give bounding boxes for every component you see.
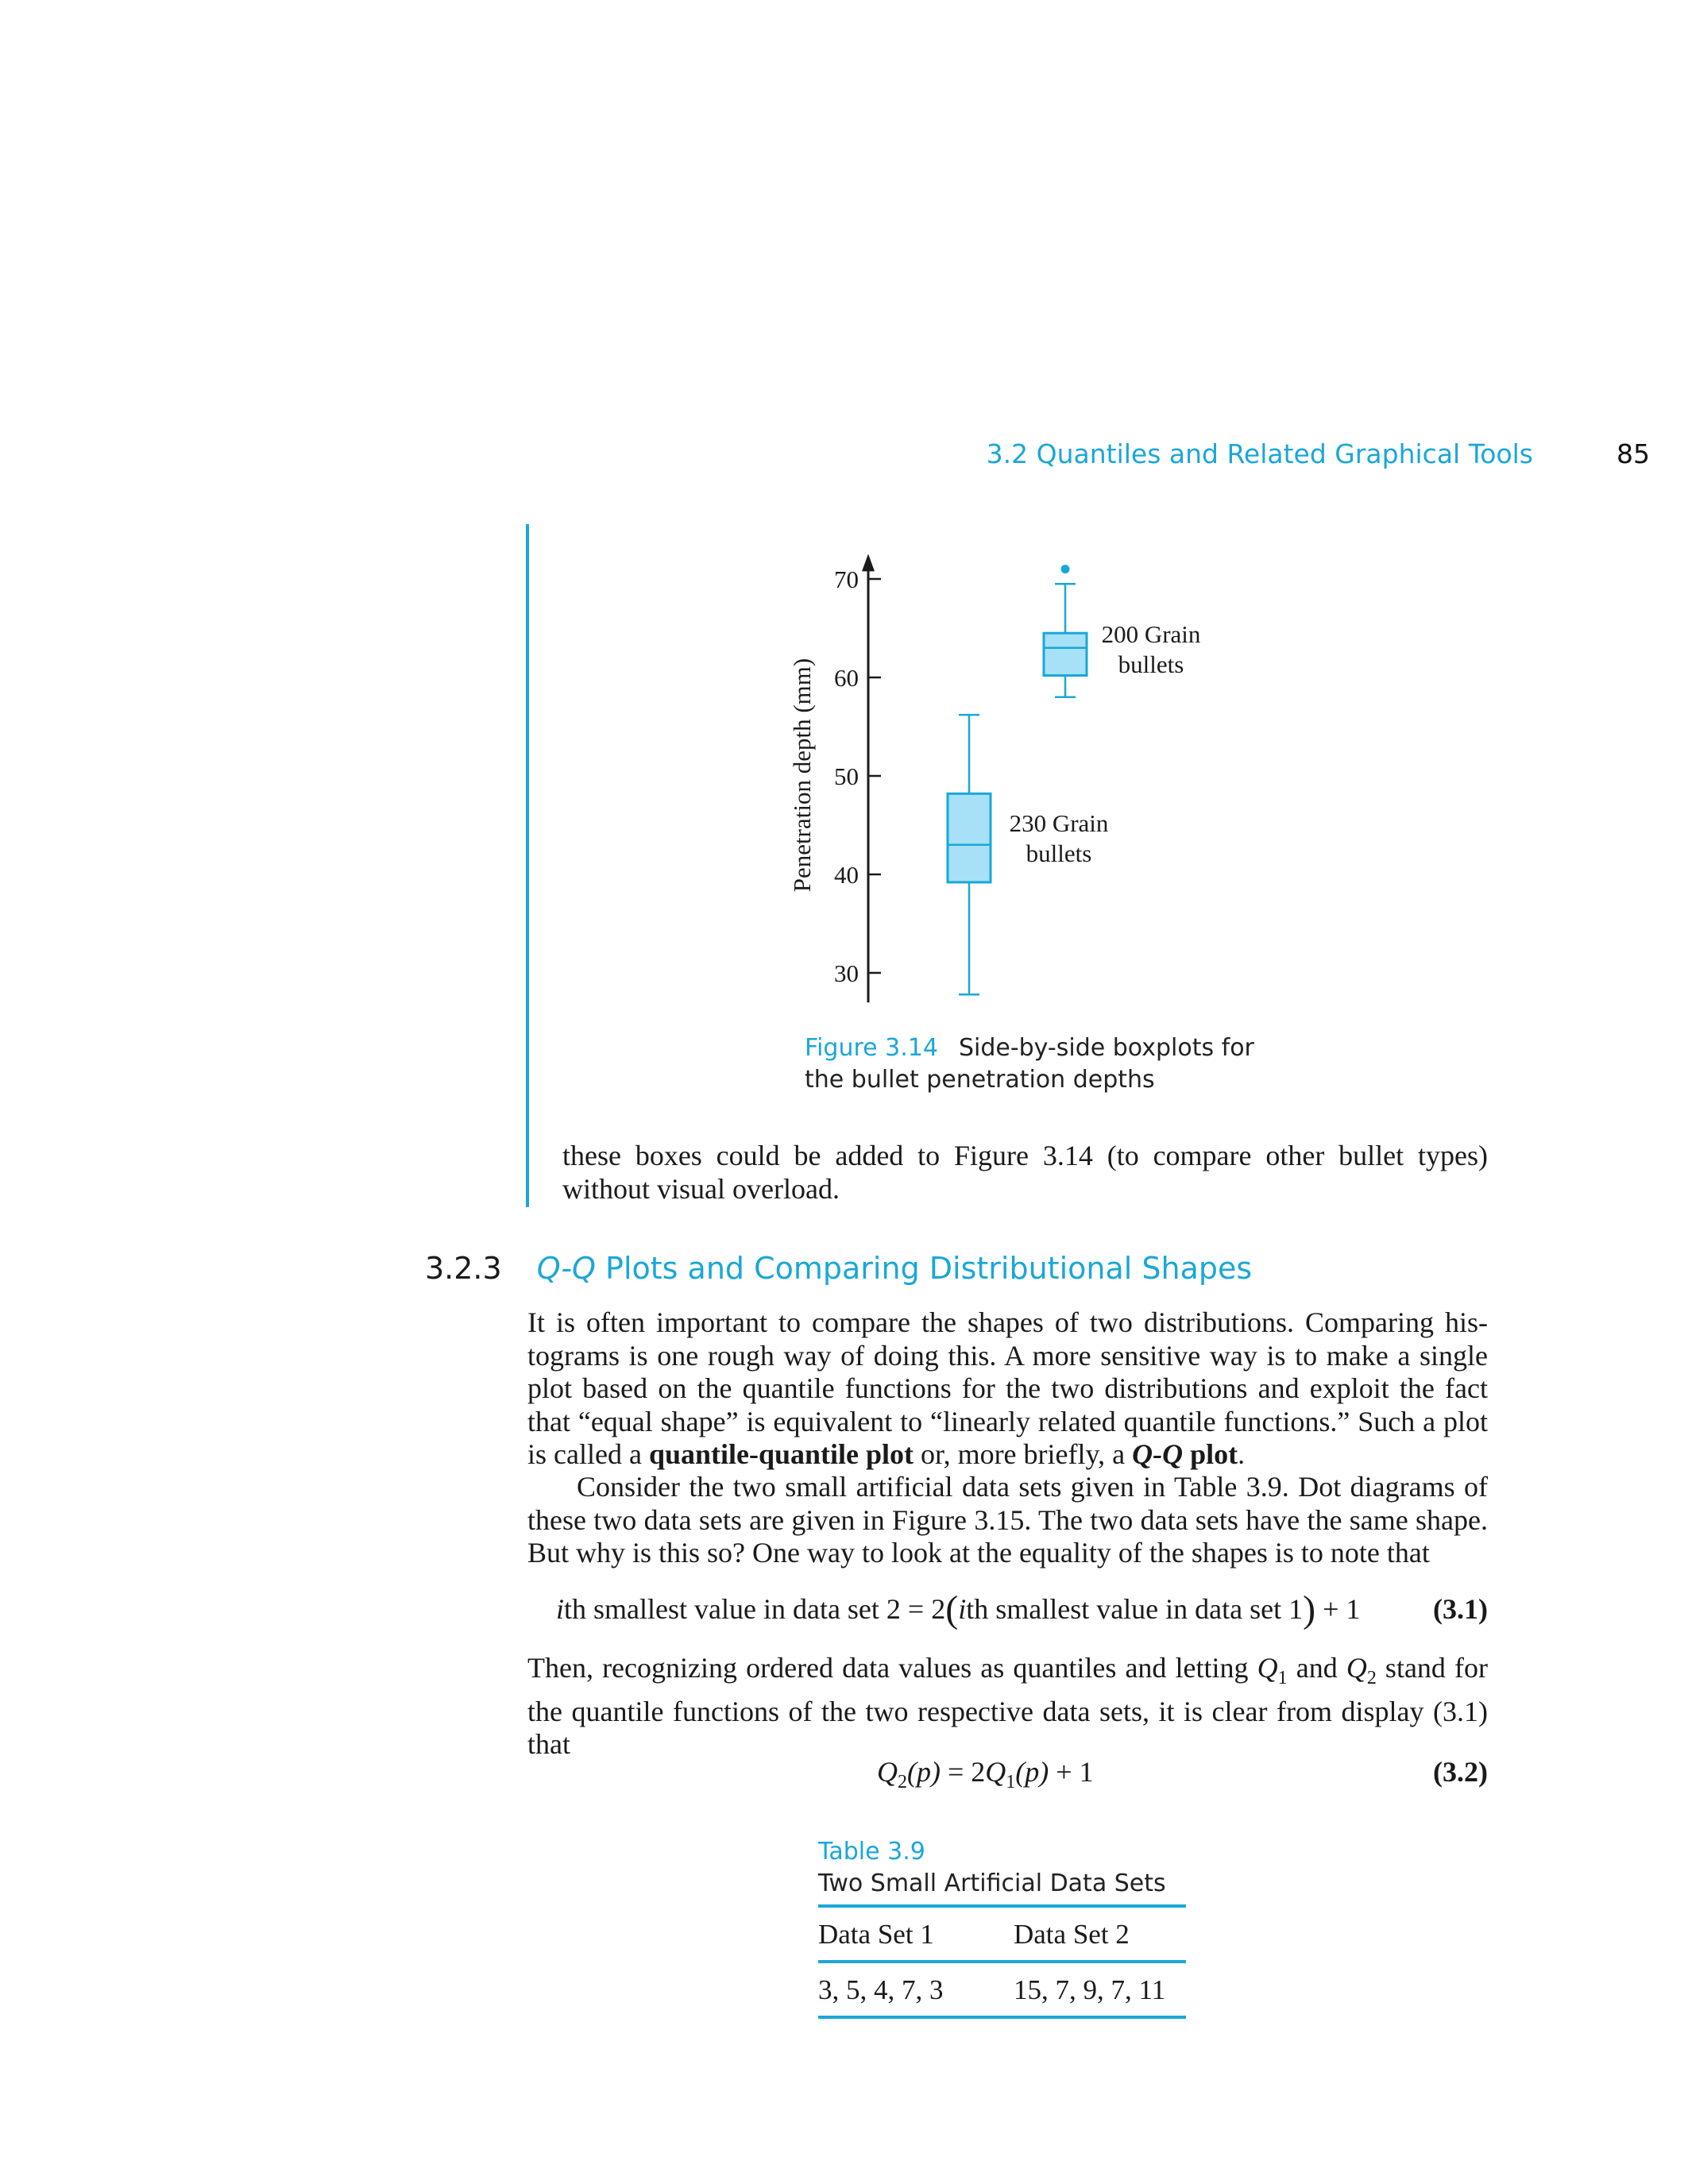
p3-text: Then, recognizing ordered data values as quantiles and letting bbox=[527, 1652, 1257, 1684]
continuation-paragraph: these boxes could be added to Figure 3.14 (to compare other bullet types) without visual overload. bbox=[562, 1140, 1488, 1205]
figure-caption-line1: Side-by-side boxplots for bbox=[958, 1034, 1254, 1062]
equation-3-2 bbox=[527, 1755, 1488, 1795]
page-number: 85 bbox=[1617, 438, 1650, 469]
table-label: Table 3.9 bbox=[818, 1838, 925, 1866]
y-tick-label: 40 bbox=[834, 861, 859, 889]
equation-number-3-2: (3.2) bbox=[1433, 1756, 1488, 1788]
paragraph-2 bbox=[527, 1471, 1488, 1570]
p1-term-qq: Q-Q bbox=[1132, 1438, 1184, 1470]
eq2-sub1: 1 bbox=[1006, 1772, 1016, 1793]
q2-subscript: 2 bbox=[1366, 1668, 1377, 1689]
table-bottom-rule bbox=[818, 2016, 1186, 2019]
y-axis-label: Penetration depth (mm) bbox=[788, 658, 816, 893]
p3-and: and bbox=[1287, 1652, 1346, 1684]
iqr-box bbox=[1044, 633, 1087, 675]
table-header-cell: Data Set 1 bbox=[818, 1919, 934, 1950]
series-label: 200 Grain bbox=[1101, 620, 1201, 648]
section-title: Plots and Comparing Distributional Shapes bbox=[595, 1251, 1253, 1286]
q2-symbol: Q bbox=[1346, 1652, 1367, 1684]
q1-symbol: Q bbox=[1257, 1652, 1278, 1684]
boxplot-chart bbox=[0, 0, 1688, 1048]
p1-term-plot: plot bbox=[1183, 1438, 1238, 1470]
equation-number-3-1: (3.1) bbox=[1433, 1593, 1488, 1625]
eq2-equals: = 2 bbox=[940, 1756, 986, 1788]
series-label: bullets bbox=[1026, 839, 1092, 867]
eq1-part3: + 1 bbox=[1315, 1593, 1361, 1625]
running-head-section: 3.2 Quantiles and Related Graphical Tools bbox=[986, 438, 1533, 469]
eq2-q1: Q bbox=[985, 1756, 1006, 1788]
p1-term-qq-plot: quantile-quantile plot bbox=[648, 1438, 914, 1470]
section-title-qq: Q-Q bbox=[536, 1251, 596, 1286]
p1-period: . bbox=[1238, 1438, 1246, 1470]
table-3-9 bbox=[818, 1836, 1186, 2019]
figure-caption bbox=[805, 1032, 1297, 1096]
eq2-p-left: (p) bbox=[907, 1756, 941, 1788]
table-cell: 15, 7, 9, 7, 11 bbox=[1014, 1974, 1166, 2005]
q1-subscript: 1 bbox=[1277, 1668, 1288, 1689]
section-number: 3.2.3 bbox=[425, 1251, 502, 1286]
y-axis-arrow bbox=[862, 554, 875, 571]
table-row bbox=[818, 1963, 1186, 2016]
equation-3-1 bbox=[556, 1588, 1488, 1632]
p3-text-2: stand for the quantile functions of the two respective data sets, it is clear from display (3.1) that bbox=[527, 1652, 1489, 1761]
equation-3-2-body bbox=[877, 1755, 1094, 1793]
eq1-lparen: ( bbox=[945, 1588, 959, 1630]
iqr-box bbox=[948, 793, 991, 882]
figure-caption-line2: the bullet penetration depths bbox=[805, 1066, 1155, 1094]
eq1-rparen: ) bbox=[1303, 1588, 1316, 1630]
table-header-row bbox=[818, 1908, 1186, 1960]
p1-text: It is often important to compare the shapes of two distributions. Comparing histograms is one rough way of doing this. A more sensitive way is to make a single plot based on the quantile functions for the two distributions and exploit the fact that “equal shape” is equivalent to “linearly related quantile functions.” Such a plot is called a bbox=[527, 1306, 1488, 1470]
eq2-sub2: 2 bbox=[898, 1772, 907, 1793]
y-tick-label: 60 bbox=[834, 664, 859, 692]
p1-text-2: or, more briefly, a bbox=[914, 1438, 1133, 1470]
eq2-q2: Q bbox=[877, 1756, 898, 1788]
eq1-part2: th smallest value in data set 1 bbox=[966, 1593, 1304, 1625]
outlier-point bbox=[1061, 565, 1070, 573]
equation-3-1-body bbox=[556, 1588, 1361, 1630]
y-tick-label: 50 bbox=[834, 762, 859, 790]
boxplot-2 bbox=[1044, 565, 1087, 697]
p2-text: Consider the two small artificial data sets given in Table 3.9. Dot diagrams of these two data sets are given in Figure 3.15. The two data sets have the same shape. But why is this so? One way to look at the equality of the shapes is to note that bbox=[527, 1471, 1488, 1569]
eq1-i: i bbox=[556, 1593, 565, 1625]
y-tick-label: 70 bbox=[834, 565, 859, 593]
table-title: Two Small Artificial Data Sets bbox=[818, 1870, 1166, 1897]
series-label: 230 Grain bbox=[1009, 809, 1109, 837]
y-tick-label: 30 bbox=[834, 959, 859, 987]
table-cell: 3, 5, 4, 7, 3 bbox=[818, 1974, 944, 2005]
eq2-tail: + 1 bbox=[1049, 1756, 1094, 1788]
eq1-part1: th smallest value in data set 2 = 2 bbox=[564, 1593, 946, 1625]
boxplot-1 bbox=[948, 715, 991, 994]
paragraph-1 bbox=[527, 1306, 1488, 1472]
table-header-cell: Data Set 2 bbox=[1014, 1919, 1130, 1950]
paragraph-3 bbox=[527, 1652, 1488, 1761]
figure-label: Figure 3.14 bbox=[805, 1034, 938, 1062]
section-heading bbox=[425, 1251, 1537, 1286]
series-label: bullets bbox=[1118, 650, 1184, 678]
eq2-p-right: (p) bbox=[1015, 1756, 1049, 1788]
eq1-i2: i bbox=[958, 1593, 967, 1625]
